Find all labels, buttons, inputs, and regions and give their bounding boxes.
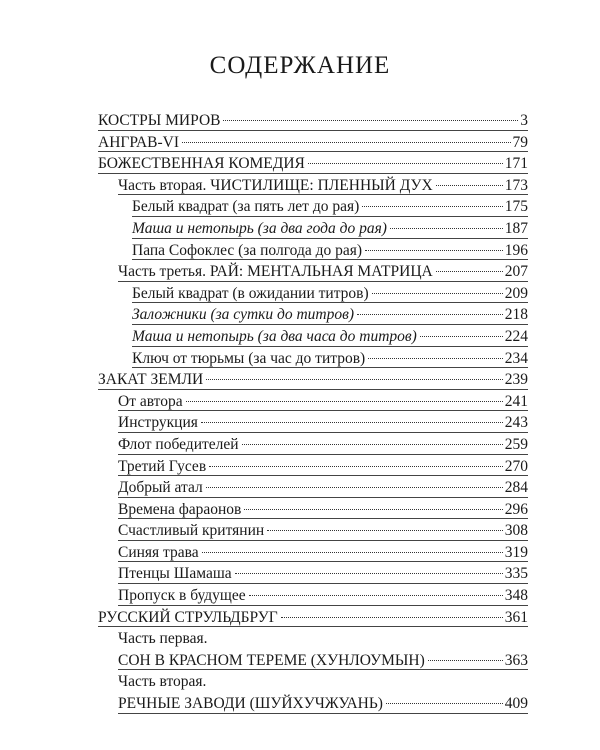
toc-entry-title: СОН В КРАСНОМ ТЕРЕМЕ (ХУНЛОУМЫН) <box>118 651 425 669</box>
toc-entry-page: 361 <box>504 608 528 626</box>
toc-entry-title: Третий Гусев <box>118 457 207 475</box>
dot-leader <box>308 163 503 164</box>
toc-entry-page: 224 <box>504 327 528 345</box>
toc-entry-page: 175 <box>504 198 528 216</box>
dot-leader <box>428 660 503 661</box>
toc-entry-page: 284 <box>504 479 528 497</box>
dot-leader <box>365 250 503 251</box>
toc-entry-page: 207 <box>504 263 528 281</box>
toc-entry-page: 234 <box>504 349 528 367</box>
toc-entry <box>98 153 528 175</box>
toc-entry-page: 196 <box>504 241 528 259</box>
toc-entry <box>98 456 528 478</box>
toc-entry-page: 243 <box>504 414 528 432</box>
dot-leader <box>420 336 503 337</box>
dot-leader <box>202 552 503 553</box>
toc-entry <box>98 412 528 434</box>
toc-entry <box>98 218 528 240</box>
toc-entry-page: 218 <box>504 306 528 324</box>
toc-entry-title: Белый квадрат (за пять лет до рая) <box>132 198 360 216</box>
toc-entry <box>98 650 528 672</box>
toc-entry-page: 239 <box>504 371 528 389</box>
dot-leader <box>206 379 503 380</box>
toc-entry-title: Часть вторая. ЧИСТИЛИЩЕ: ПЛЕННЫЙ ДУХ <box>118 176 433 194</box>
toc-entry-page: 79 <box>512 133 528 151</box>
dot-leader <box>267 530 503 531</box>
toc-entry-title: Маша и нетопырь (за два часа до титров) <box>132 327 417 345</box>
dot-leader <box>209 466 503 467</box>
toc-entry-title: Заложники (за сутки до титров) <box>132 306 355 324</box>
dot-leader <box>249 595 503 596</box>
toc-entry-title: Часть вторая. <box>118 673 207 691</box>
dot-leader <box>182 142 510 143</box>
page-title: СОДЕРЖАНИЕ <box>209 52 391 79</box>
toc-entry-title: КОСТРЫ МИРОВ <box>98 112 221 129</box>
toc-entry-page: 259 <box>504 435 528 453</box>
toc-entry <box>98 628 528 650</box>
dot-leader <box>362 206 502 207</box>
toc-entry-title: РУССКИЙ СТРУЛЬДБРУГ <box>98 608 278 626</box>
toc-entry-title: Флот победителей <box>118 435 239 453</box>
toc-entry <box>98 261 528 283</box>
toc-entry-title: Ключ от тюрьмы (за час до титров) <box>132 349 366 367</box>
toc-entry-page: 241 <box>504 392 528 410</box>
dot-leader <box>281 617 503 618</box>
toc-entry <box>98 196 528 218</box>
dot-leader <box>436 185 503 186</box>
dot-leader <box>386 703 503 704</box>
toc-entry-title: Пропуск в будущее <box>118 587 246 605</box>
toc-entry <box>98 175 528 197</box>
toc-entry <box>98 348 528 370</box>
toc-entry-title: ЗАКАТ ЗЕМЛИ <box>98 371 204 389</box>
toc-entry <box>98 132 528 154</box>
toc-entry-page: 363 <box>504 651 528 669</box>
toc-entry <box>98 110 528 132</box>
toc-entry <box>98 477 528 499</box>
toc-entry-title: Времена фараонов <box>118 500 242 518</box>
toc-entry <box>98 326 528 348</box>
dot-leader <box>244 509 502 510</box>
toc-entry-page: 173 <box>504 176 528 194</box>
dot-leader <box>390 228 503 229</box>
toc-entry-page: 409 <box>504 695 528 713</box>
dot-leader <box>201 422 503 423</box>
toc-entry <box>98 434 528 456</box>
toc-entry <box>98 671 528 693</box>
toc-entry <box>98 563 528 585</box>
toc-entry-page: 187 <box>504 219 528 237</box>
dot-leader <box>436 271 503 272</box>
toc-entry-title: Синяя трава <box>118 543 199 561</box>
toc-entry-page: 3 <box>520 112 528 129</box>
dot-leader <box>368 358 503 359</box>
dot-leader <box>223 120 518 121</box>
toc-entry <box>98 391 528 413</box>
toc-entry-page: 270 <box>504 457 528 475</box>
toc-entry-page: 308 <box>504 522 528 540</box>
toc-entry <box>98 607 528 629</box>
dot-leader <box>206 487 503 488</box>
toc-entry <box>98 369 528 391</box>
toc-entry-title: Папа Софоклес (за полгода до рая) <box>132 241 363 259</box>
toc-entry-title: БОЖЕСТВЕННАЯ КОМЕДИЯ <box>98 155 305 173</box>
dot-leader <box>357 314 503 315</box>
toc-entry <box>98 520 528 542</box>
toc-entry-page: 171 <box>504 155 528 173</box>
toc-entry-title: Счастливый критянин <box>118 522 265 540</box>
toc-entry-title: Маша и нетопырь (за два года до рая) <box>132 219 387 237</box>
toc-entry-page: 209 <box>504 284 528 302</box>
toc-entry <box>98 283 528 305</box>
toc-entry-title: РЕЧНЫЕ ЗАВОДИ (ШУЙХУЧЖУАНЬ) <box>118 695 383 713</box>
toc-entry <box>98 499 528 521</box>
toc-entry-page: 348 <box>504 587 528 605</box>
toc-entry <box>98 542 528 564</box>
toc-entry <box>98 585 528 607</box>
dot-leader <box>242 444 503 445</box>
toc-entry <box>98 693 528 715</box>
dot-leader <box>372 293 503 294</box>
toc-entry <box>98 304 528 326</box>
table-of-contents <box>98 110 528 715</box>
toc-entry-page: 296 <box>504 500 528 518</box>
toc-entry <box>98 240 528 262</box>
toc-entry-title: АНГРАВ-VI <box>98 133 180 151</box>
toc-entry-title: От автора <box>118 392 183 410</box>
toc-entry-title: Белый квадрат (в ожидании титров) <box>132 284 369 302</box>
dot-leader <box>235 573 503 574</box>
toc-entry-title: Инструкция <box>118 414 198 432</box>
toc-entry-title: Часть третья. РАЙ: МЕНТАЛЬНАЯ МАТРИЦА <box>118 263 433 281</box>
toc-entry-page: 335 <box>504 565 528 583</box>
dot-leader <box>186 401 503 402</box>
toc-entry-title: Часть первая. <box>118 630 208 648</box>
toc-entry-title: Добрый атал <box>118 479 203 497</box>
toc-entry-title: Птенцы Шамаша <box>118 565 232 583</box>
toc-entry-page: 319 <box>504 543 528 561</box>
